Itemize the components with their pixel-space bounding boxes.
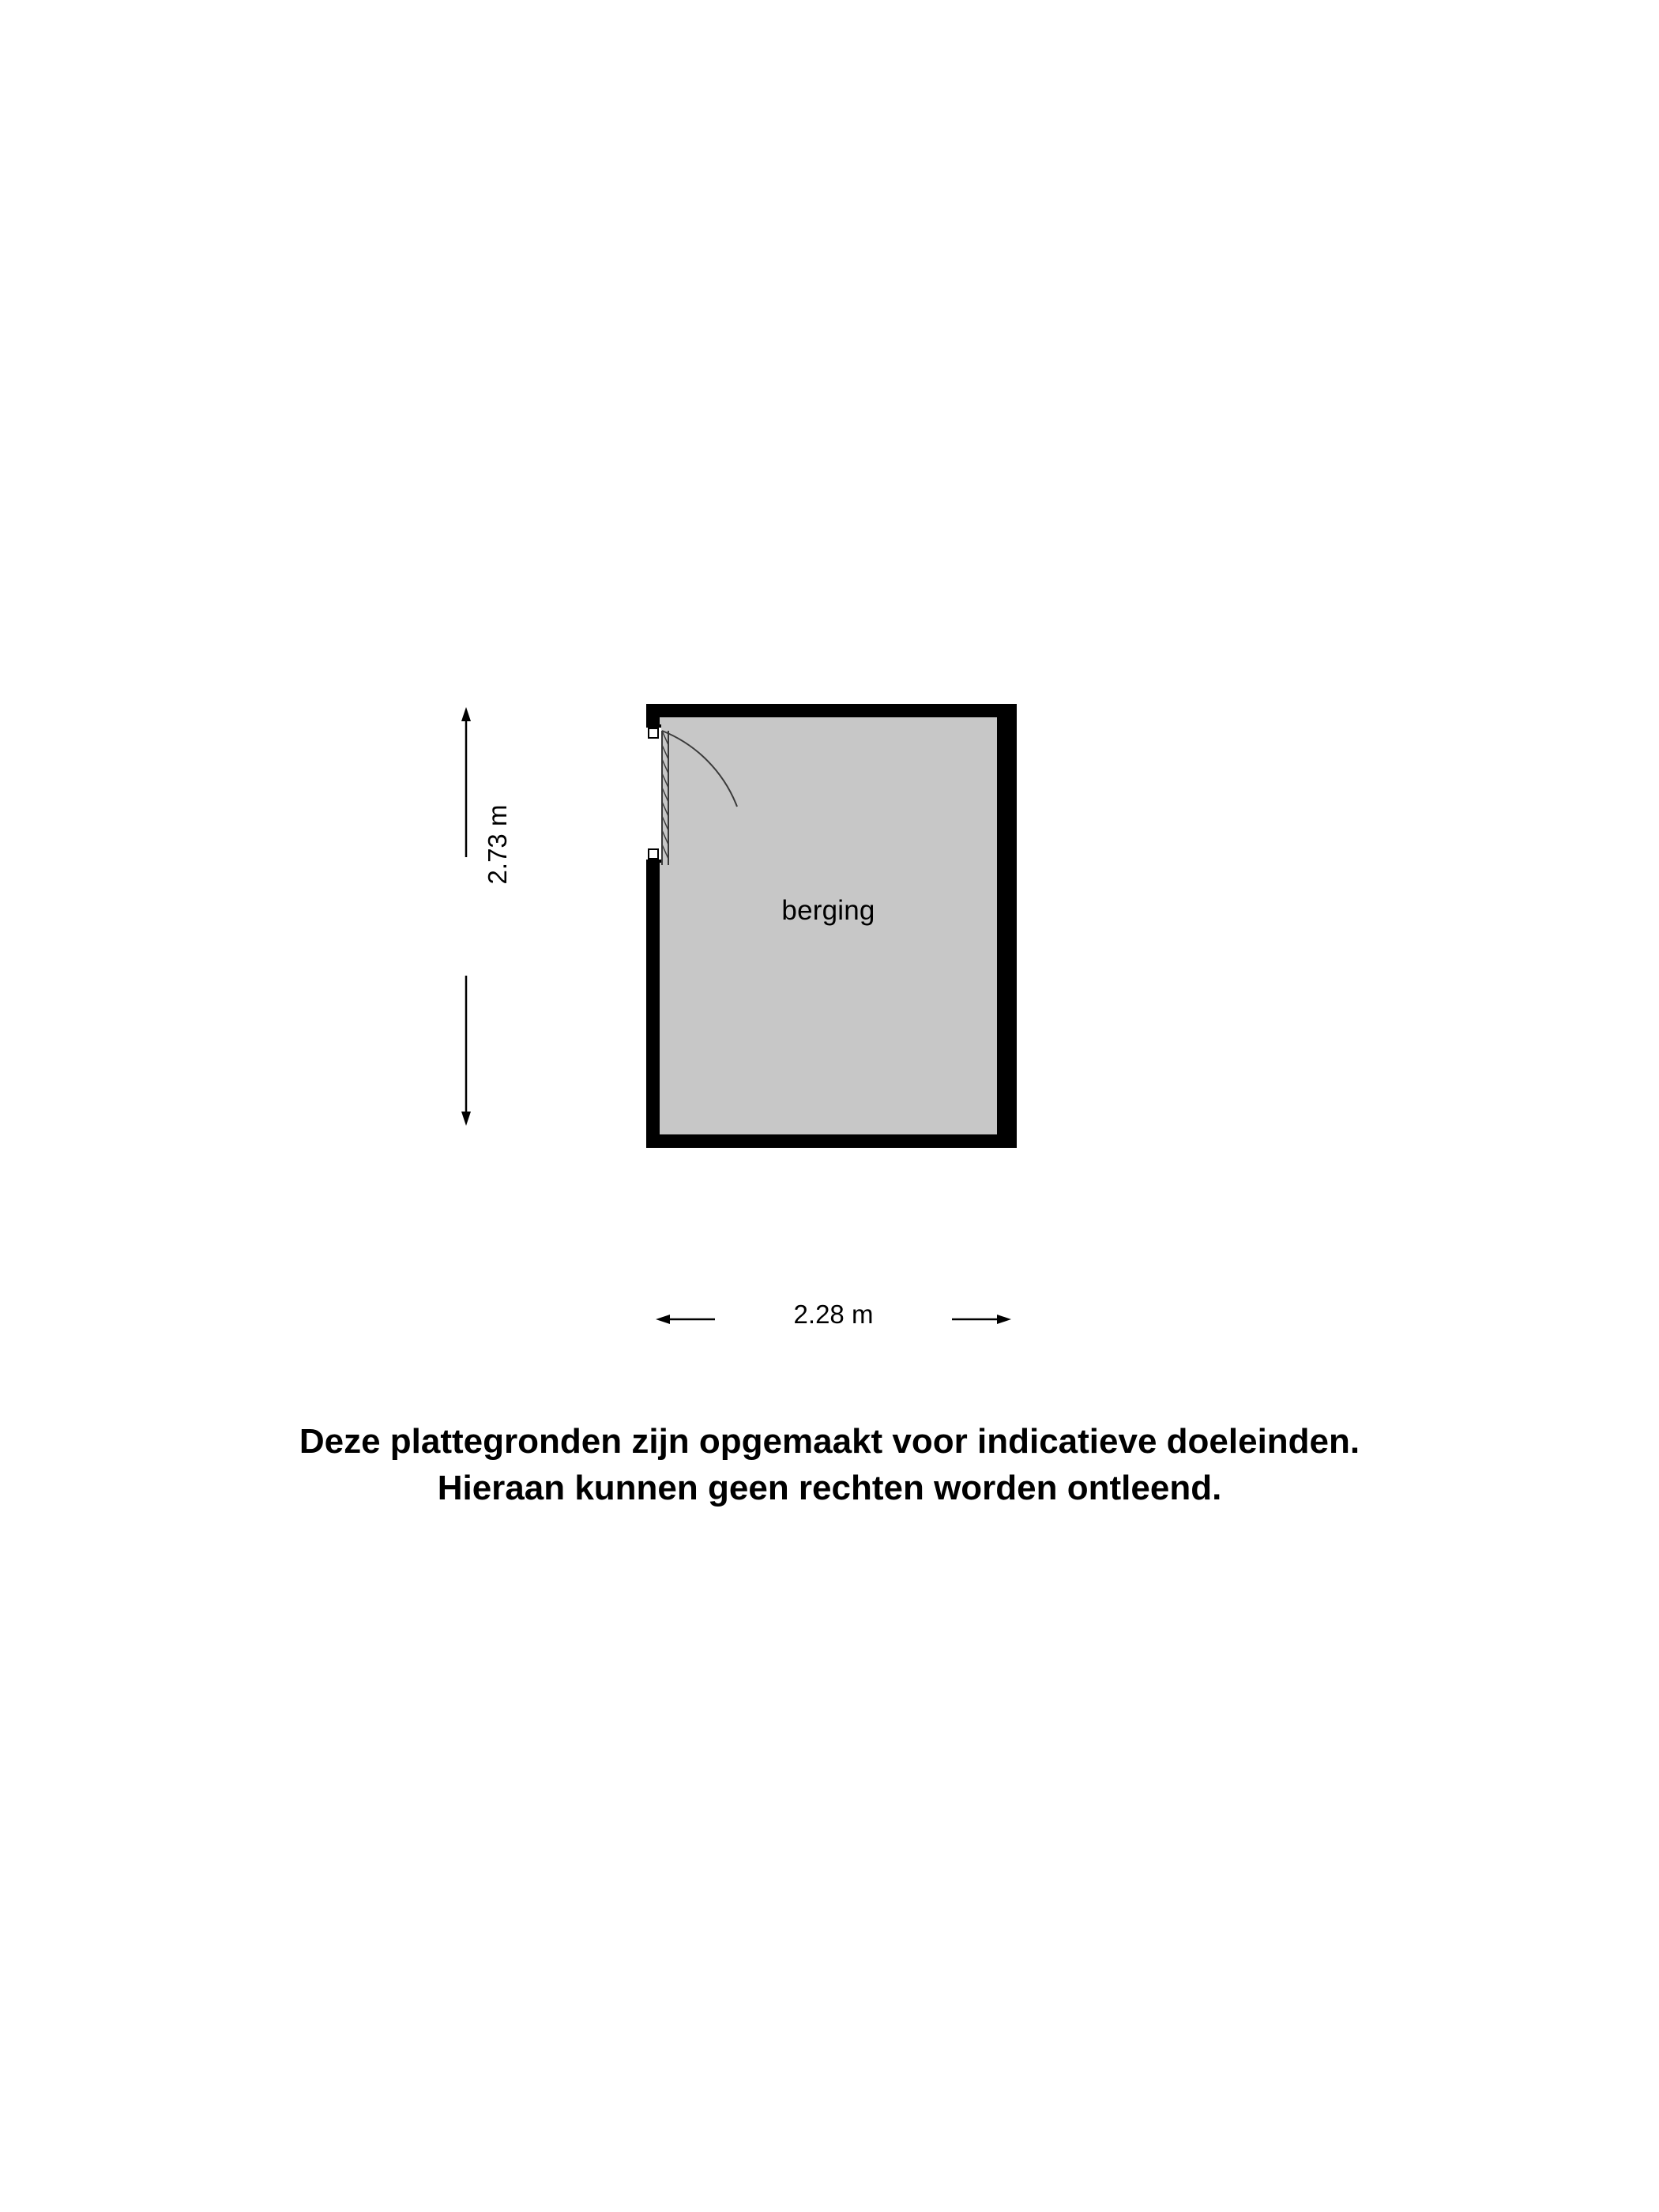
disclaimer-text: [0, 1418, 1659, 1512]
disclaimer-line-2: Hieraan kunnen geen rechten worden ontleend.: [437, 1469, 1222, 1508]
room-label-berging: berging: [781, 895, 875, 926]
dimension-label-vertical: 2.73 m: [483, 804, 512, 885]
door-swing-icon: [654, 721, 800, 871]
disclaimer-line-1: Deze plattegronden zijn opgemaakt voor indicatieve doeleinden.: [299, 1422, 1360, 1461]
dimension-label-horizontal: 2.28 m: [715, 1300, 952, 1330]
